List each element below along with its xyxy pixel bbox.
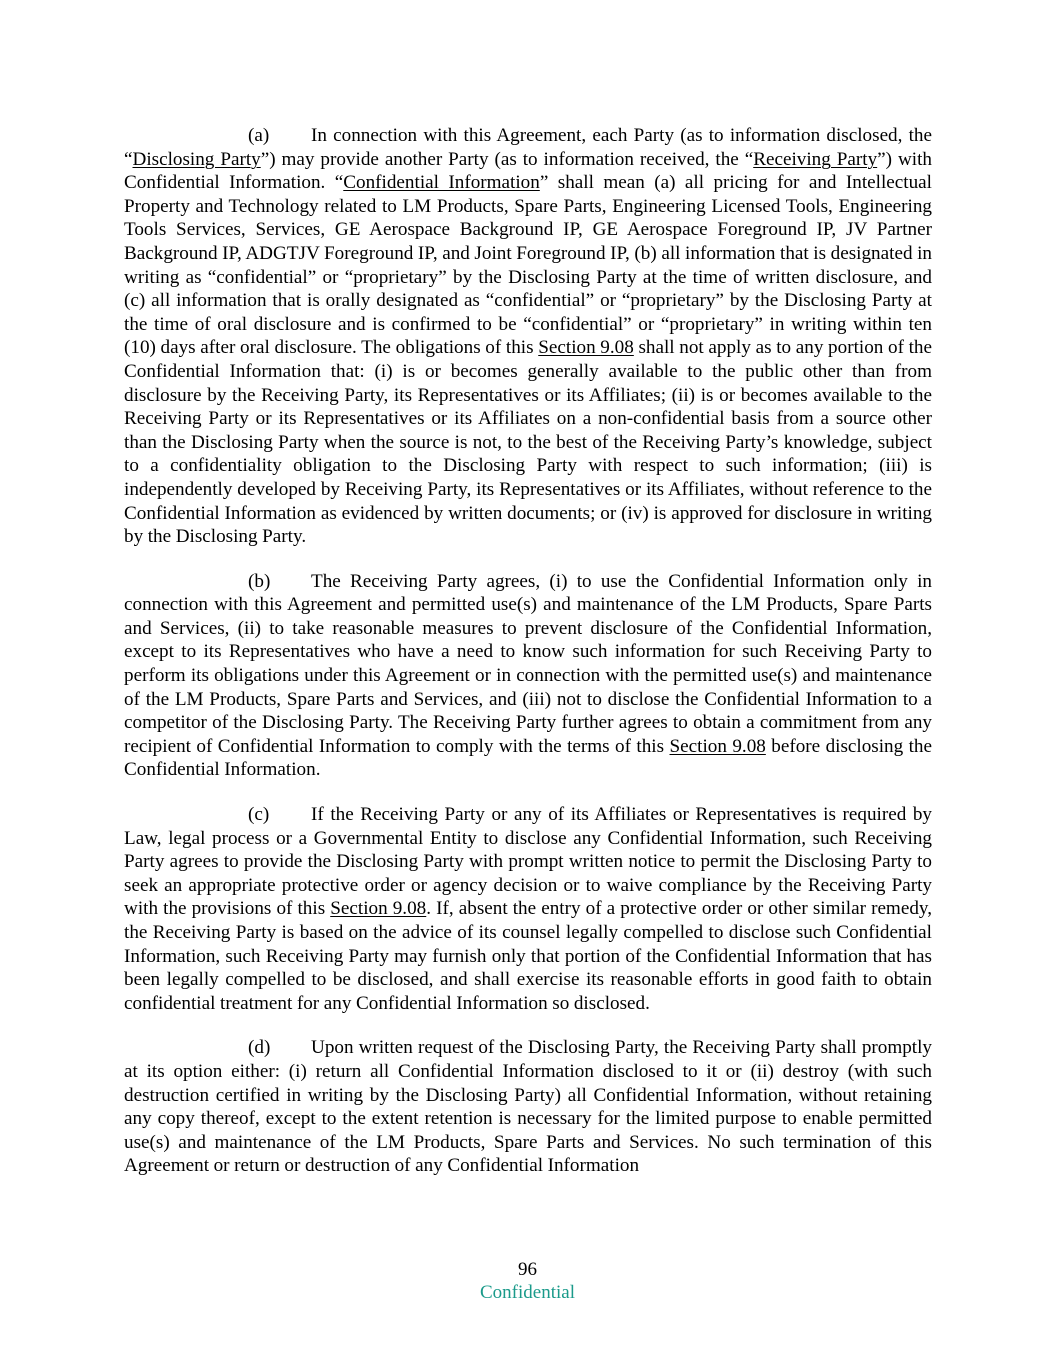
defined-term-receiving-party: Receiving Party — [753, 148, 878, 170]
paragraph-b-text-2: before disclosing the Confidential Information. — [124, 735, 933, 781]
section-reference: Section 9.08 — [538, 337, 634, 359]
paragraph-c-text-1: If the Receiving Party or any of its Affiliates or Representatives is required by Law, legal process or a Governmental Entity to disclose any Confidential Information, such Receiving Party agrees to provide the Disclosing Party with prompt written notice to permit the Disclosing Party to seek an appropriate protective order or agency decision or to waive compliance by the Receiving Party with the provisions of this — [124, 804, 932, 920]
document-body — [124, 124, 932, 1199]
paragraph-d-label: (d) — [248, 1037, 271, 1059]
paragraph-b — [124, 570, 932, 782]
section-reference: Section 9.08 — [669, 735, 766, 757]
paragraph-c — [124, 803, 932, 1015]
paragraph-a-text-2: ”) may provide another Party (as to information received, the “ — [260, 148, 754, 170]
paragraph-a-text-4: ” shall mean (a) all pricing for and Intellectual Property and Technology related to LM Products, Spare Parts, Engineering Licensed Tools, Engineering Tools Services, Services, GE Aerospace Background IP, GE Aerospace Foreground IP, JV Partner Background IP, ADGTJV Foreground IP, and Joint Foreground IP, (b) all information that is designated in writing as “confidential” or “proprietary” by the Disclosing Party at the time of written disclosure, and (c) all information that is orally designated as “confidential” or “proprietary” by the Disclosing Party at the time of oral disclosure and is confirmed to be “confidential” or “proprietary” in writing within ten (10) days after oral disclosure. The obligations of this — [124, 172, 932, 359]
paragraph-a-text-1: In connection with this Agreement, each Party (as to information disclosed, the “ — [124, 125, 932, 170]
paragraph-a-text-3: ”) with Confidential Information. “ — [124, 148, 933, 194]
defined-term-confidential-information: Confidential Information — [343, 172, 540, 194]
paragraph-a-text-5: shall not apply as to any portion of the Confidential Information that: (i) is or becomes generally available to the public other than from disclosure by the Receiving Party, its Representatives or its Affiliates; (ii) is or becomes available to the Receiving Party or its Representatives or its Affiliates on a non-confidential basis from a source other than the Disclosing Party when the source is not, to the best of the Receiving Party’s knowledge, subject to a confidentiality obligation to the Disclosing Party with respect to such information; (iii) is independently developed by Receiving Party, its Representatives or its Affiliates, without reference to the Confidential Information as evidenced by written documents; or (iv) is approved for disclosure in writing by the Disclosing Party. — [124, 337, 932, 548]
paragraph-d — [124, 1036, 932, 1178]
paragraph-a — [124, 124, 932, 549]
paragraph-b-label: (b) — [248, 570, 271, 592]
paragraph-b-text-1: The Receiving Party agrees, (i) to use the Confidential Information only in connection with this Agreement and permitted use(s) and maintenance of the LM Products, Spare Parts and Services, (ii) to take reasonable measures to prevent disclosure of the Confidential Information, except to its Representatives who have a need to know such information for such Receiving Party to perform its obligations under this Agreement or in connection with the permitted use(s) and maintenance of the LM Products, Spare Parts and Services, and (iii) not to disclose the Confidential Information to a competitor of the Disclosing Party. The Receiving Party further agrees to obtain a commitment from any recipient of Confidential Information to comply with the terms of this — [124, 570, 932, 757]
paragraph-c-text-2: . If, absent the entry of a protective order or other similar remedy, the Receiving Party is based on the advice of its counsel legally compelled to disclose such Confidential Information, such Receiving Party may furnish only that portion of the Confidential Information that has been legally compelled to be disclosed, and shall exercise its reasonable efforts in good faith to obtain confidential treatment for any Confidential Information so disclosed. — [124, 898, 933, 1014]
confidential-footer-label: Confidential — [480, 1282, 575, 1303]
paragraph-a-label: (a) — [248, 125, 270, 146]
paragraph-c-label: (c) — [248, 804, 270, 826]
page-number: 96 — [518, 1259, 537, 1280]
defined-term-disclosing-party: Disclosing Party — [132, 148, 261, 170]
paragraph-d-text-1: Upon written request of the Disclosing Party, the Receiving Party shall promptly at its option either: (i) return all Confidential Information disclosed to it or (ii) destroy (with such destruction certified in writing by the Disclosing Party) all Confidential Information, without retaining any copy thereof, except to the extent retention is necessary for the limited purpose to enable permitted use(s) and maintenance of the LM Products, Spare Parts and Services. No such termination of this Agreement or return or destruction of any Confidential Information — [124, 1037, 932, 1177]
section-reference: Section 9.08 — [330, 898, 427, 920]
